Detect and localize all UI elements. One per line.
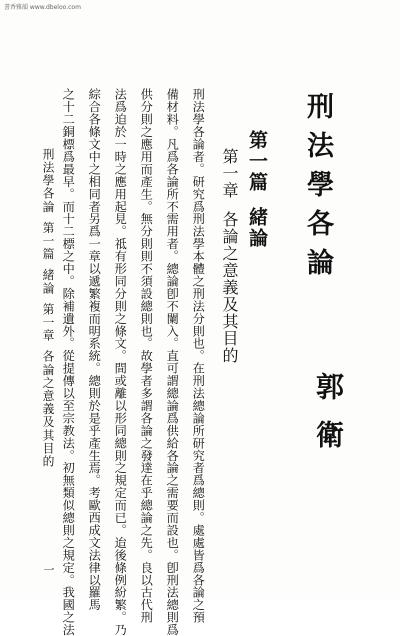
running-head (40, 148, 57, 468)
part-number: 第一篇 (246, 130, 268, 193)
page-number: 一 (42, 564, 55, 575)
book-title: 刑法學各論 (302, 92, 333, 287)
body-text-column: 綜合各條文中之相同者另爲一章以遞繁複而明系統。總則於是乎產生焉。考歐西成文法律以羅馬 (87, 88, 102, 611)
body-text-column: 供分則之應用而產生。無分則則不須設總則也。故學者多謂各論之發達在乎總論之先。良以古代刑 (139, 88, 154, 624)
running-head-part: 第一篇 (41, 221, 55, 261)
chapter-number: 第一章 (220, 148, 239, 199)
body-text-column: 法爲迫於一時之應用起見。祗有形同分則之條文。間或離以形同總則之規定而已。迨後條例紛繁。乃 (113, 88, 128, 636)
part-heading (244, 130, 271, 249)
chapter-title: 各論之意義及其目的 (220, 211, 239, 364)
running-head-chapter-title: 各論之意義及其目的 (41, 350, 55, 469)
running-head-title: 刑法學各論 (41, 148, 55, 214)
body-text-column: 備材料。凡爲各論所不需用者。總論卽不闌入。直可謂總論爲供給各論之需要而設也。卽刑法總則爲 (165, 88, 180, 636)
running-head-chapter: 第一章 (41, 303, 55, 343)
body-text-column: 之十二銅標爲最早。而十二標之中。除補遺外。從提傳以至宗教法。初無類似總則之規定。我國之法 (61, 88, 76, 636)
author-name: 郭衛 (312, 372, 345, 468)
body-text-column: 刑法學各論者。研究爲刑法學本體之刑法分則也。在刑法總論所研究者爲總則。處處皆爲各論之預 (191, 88, 206, 624)
scan-watermark: 書香雅韻 www.dbeloo.com (4, 4, 81, 11)
part-title: 緒論 (246, 207, 268, 249)
running-head-part-title: 緒論 (41, 268, 55, 296)
chapter-heading (218, 148, 241, 364)
